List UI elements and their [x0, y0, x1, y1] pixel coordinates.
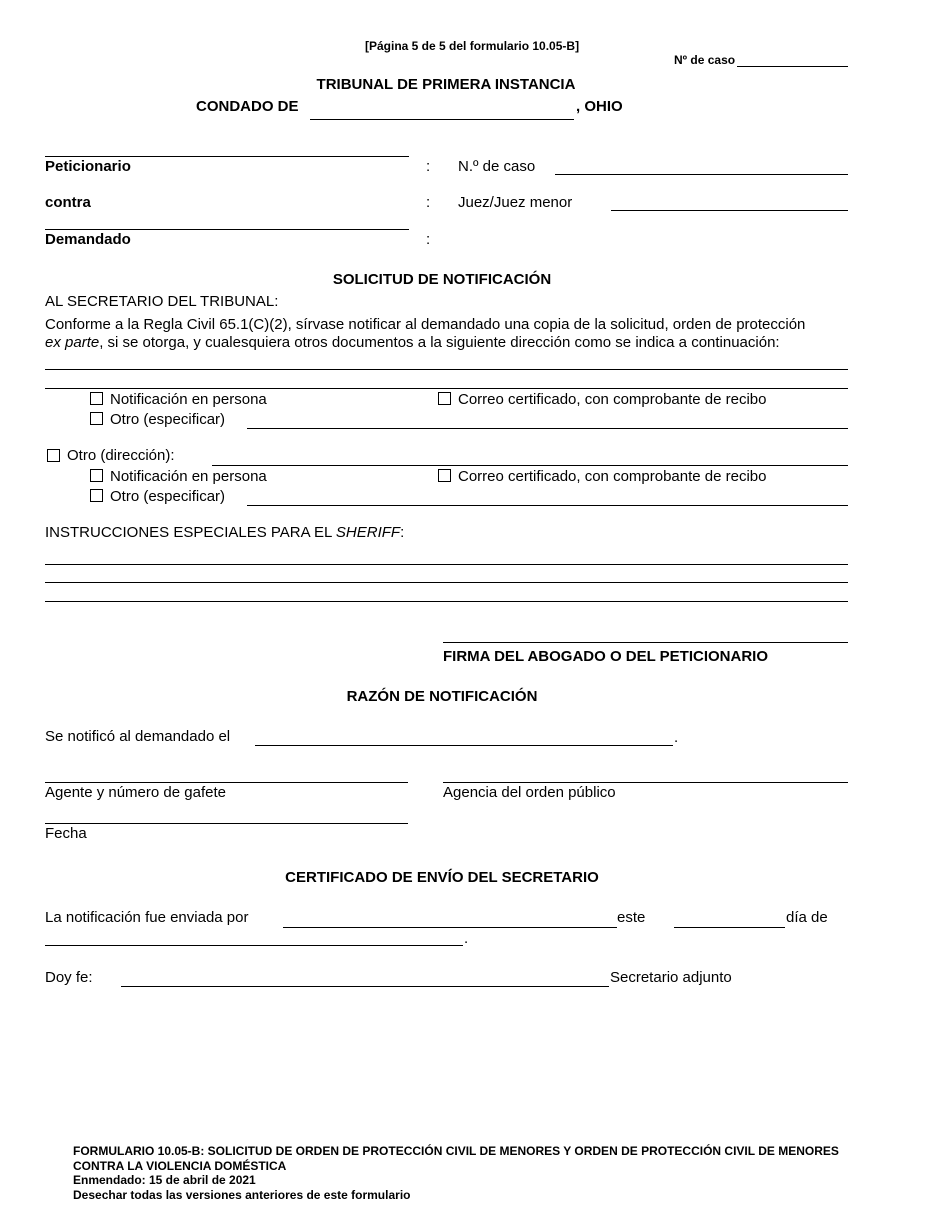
personal-service-checkbox-2[interactable] — [90, 469, 103, 482]
header-case-number-label: Nº de caso — [674, 53, 736, 67]
certified-mail-checkbox-1[interactable] — [438, 392, 451, 405]
footer-form-title-2: CONTRA LA VIOLENCIA DOMÉSTICA — [73, 1158, 287, 1173]
request-title: SOLICITUD DE NOTIFICACIÓN — [332, 271, 552, 288]
date-field[interactable] — [45, 823, 408, 824]
request-paragraph-line2 — [45, 334, 780, 351]
respondent-label: Demandado — [45, 231, 131, 248]
this-label: este — [617, 909, 646, 926]
special-instructions-line-1[interactable] — [45, 564, 848, 565]
certified-mail-label-1: Correo certificado, con comprobante de recibo — [458, 391, 767, 408]
certified-mail-label-2: Correo certificado, con comprobante de recibo — [458, 468, 767, 485]
county-state: , OHIO — [576, 98, 623, 115]
signature-label: FIRMA DEL ABOGADO O DEL PETICIONARIO — [443, 648, 769, 665]
county-label: CONDADO DE — [196, 98, 299, 115]
other-specify-checkbox-1[interactable] — [90, 412, 103, 425]
respondent-field[interactable] — [45, 229, 409, 230]
sheriff-text: SHERIFF — [335, 524, 401, 541]
served-on-label: Se notificó al demandado el — [45, 728, 231, 745]
other-specify-field-2[interactable] — [247, 505, 848, 506]
day-of-label: día de — [786, 909, 828, 926]
other-specify-checkbox-2[interactable] — [90, 489, 103, 502]
special-instructions-prefix: INSTRUCCIONES ESPECIALES PARA EL — [45, 524, 336, 541]
sent-by-period: . — [464, 930, 469, 947]
other-specify-field-1[interactable] — [247, 428, 848, 429]
special-instructions-line-3[interactable] — [45, 601, 848, 602]
case-number-label: N.º de caso — [458, 158, 536, 175]
other-specify-label-2: Otro (especificar) — [110, 488, 226, 505]
address-line-1[interactable] — [45, 369, 848, 370]
signature-field[interactable] — [443, 642, 848, 643]
address-line-2[interactable] — [45, 388, 848, 389]
deputy-clerk-signature-field[interactable] — [121, 986, 609, 987]
special-instructions-label — [45, 524, 404, 541]
personal-service-checkbox-1[interactable] — [90, 392, 103, 405]
day-field[interactable] — [674, 927, 785, 928]
colon-2: : — [426, 194, 431, 211]
footer-discard-note: Desechar todas las versiones anteriores de este formulario — [73, 1187, 411, 1202]
attest-label: Doy fe: — [45, 969, 93, 986]
sent-by-field[interactable] — [283, 927, 617, 928]
deputy-clerk-label: Secretario adjunto — [610, 969, 732, 986]
to-clerk-label: AL SECRETARIO DEL TRIBUNAL: — [45, 293, 279, 310]
request-paragraph-line1: Conforme a la Regla Civil 65.1(C)(2), sírvase notificar al demandado una copia de la solicitud, orden de protección — [45, 316, 806, 333]
ex-parte-text: ex parte — [45, 334, 100, 351]
date-label: Fecha — [45, 825, 87, 842]
footer-amended: Enmendado: 15 de abril de 2021 — [73, 1173, 256, 1187]
agent-badge-field[interactable] — [45, 782, 408, 783]
colon-1: : — [426, 158, 431, 175]
month-year-field[interactable] — [45, 945, 463, 946]
return-title: RAZÓN DE NOTIFICACIÓN — [346, 688, 538, 705]
certified-mail-checkbox-2[interactable] — [438, 469, 451, 482]
petitioner-label: Peticionario — [45, 158, 131, 175]
other-address-checkbox[interactable] — [47, 449, 60, 462]
personal-service-label-2: Notificación en persona — [110, 468, 267, 485]
other-specify-label-1: Otro (especificar) — [110, 411, 226, 428]
petitioner-field[interactable] — [45, 156, 409, 157]
special-instructions-line-2[interactable] — [45, 582, 848, 583]
other-address-label: Otro (dirección): — [67, 447, 175, 464]
case-number-field[interactable] — [555, 174, 848, 175]
clerk-certificate-title: CERTIFICADO DE ENVÍO DEL SECRETARIO — [285, 869, 599, 886]
court-title: TRIBUNAL DE PRIMERA INSTANCIA — [316, 76, 576, 93]
judge-label: Juez/Juez menor — [458, 194, 573, 211]
served-on-period: . — [674, 729, 679, 746]
footer — [73, 1144, 839, 1202]
judge-field[interactable] — [611, 210, 848, 211]
other-address-field[interactable] — [212, 465, 848, 466]
special-instructions-suffix: : — [400, 524, 405, 541]
agent-badge-label: Agente y número de gafete — [45, 784, 226, 801]
served-on-field[interactable] — [255, 745, 673, 746]
county-field[interactable] — [310, 119, 574, 120]
personal-service-label-1: Notificación en persona — [110, 391, 267, 408]
versus-label: contra — [45, 194, 91, 211]
colon-3: : — [426, 231, 431, 248]
request-paragraph-rest: , si se otorga, y cualesquiera otros documentos a la siguiente dirección como se indica a continuación: — [99, 334, 780, 351]
footer-form-title-1: FORMULARIO 10.05-B: SOLICITUD DE ORDEN DE PROTECCIÓN CIVIL DE MENORES Y ORDEN DE PROTECCIÓN CIVIL DE MENORES — [73, 1144, 839, 1158]
agency-field[interactable] — [443, 782, 848, 783]
agency-label: Agencia del orden público — [443, 784, 616, 801]
header-case-number-field[interactable] — [737, 66, 848, 67]
sent-by-label: La notificación fue enviada por — [45, 909, 249, 926]
